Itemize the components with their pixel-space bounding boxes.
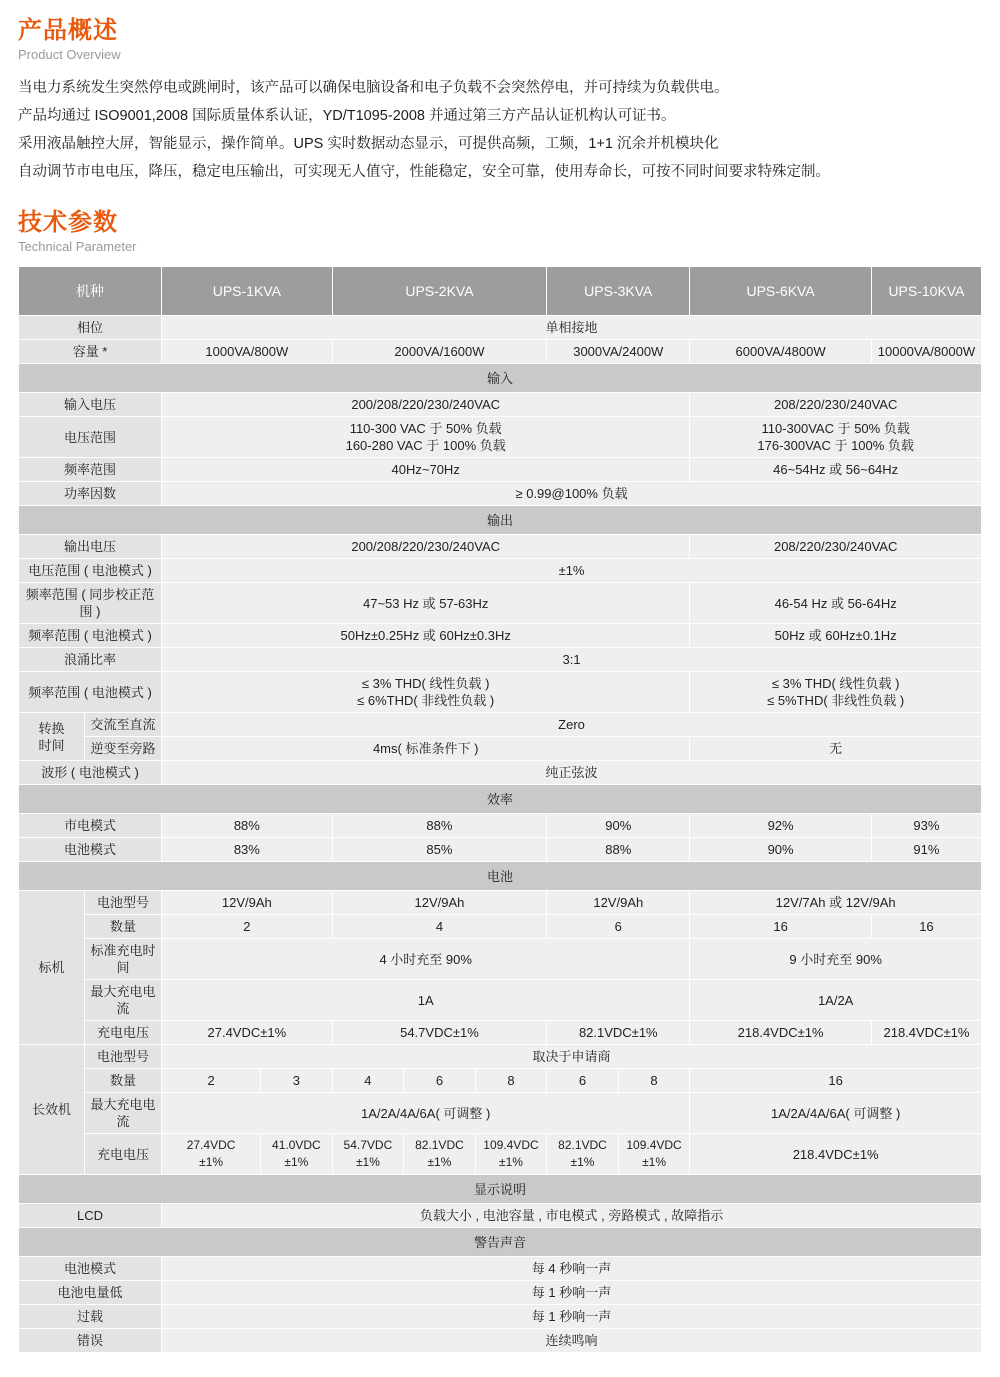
row-label-long-battery-model: 电池型号	[85, 1045, 162, 1069]
band-label-input: 输入	[19, 364, 982, 393]
thd-b-line1: ≤ 3% THD( 线性负载 )	[771, 676, 900, 691]
product-spec-page	[0, 16, 1000, 1353]
row-label-long-charge-voltage: 充电电压	[85, 1134, 162, 1175]
technical-parameter-heading	[18, 208, 1000, 256]
row-label-waveform: 波形 ( 电池模式 )	[19, 761, 162, 785]
col-header-ups1kva: UPS-1KVA	[162, 267, 333, 316]
table-row	[19, 1021, 982, 1045]
cell-battery-model-1kva: 12V/9Ah	[162, 891, 333, 915]
row-label-long-max-charge: 最大充电电流	[85, 1093, 162, 1134]
table-row	[19, 838, 982, 862]
cell-output-voltage-range: ±1%	[162, 559, 982, 583]
cell-capacity-3kva: 3000VA/2400W	[547, 340, 690, 364]
transfer-time-line2: 时间	[38, 737, 65, 753]
col-header-ups3kva: UPS-3KVA	[547, 267, 690, 316]
cell-long-charge-voltage-1	[162, 1134, 261, 1175]
section-band-efficiency	[19, 785, 982, 814]
lcv7-a: 109.4VDC	[626, 1138, 682, 1152]
cell-eff-mains-1kva: 88%	[162, 814, 333, 838]
thd-a-line1: ≤ 3% THD( 线性负载 )	[361, 676, 490, 691]
table-row	[19, 761, 982, 785]
table-row	[19, 583, 982, 624]
thd-a-line2: ≤ 6%THD( 非线性负载 )	[357, 693, 495, 708]
cell-long-charge-voltage-4	[404, 1134, 476, 1175]
transfer-time-line1: 转换	[38, 720, 65, 736]
row-label-max-charge-current: 最大充电电流	[85, 980, 162, 1021]
cell-eff-bat-1kva: 83%	[162, 838, 333, 862]
row-label-alarm-overload: 过载	[19, 1305, 162, 1329]
cell-long-charge-voltage-7	[618, 1134, 690, 1175]
cell-power-factor: ≥ 0.99@100% 负载	[162, 482, 982, 506]
row-label-input-voltage: 输入电压	[19, 393, 162, 417]
table-row	[19, 1204, 982, 1228]
table-row	[19, 713, 982, 737]
cell-long-battery-model: 取决于申请商	[162, 1045, 982, 1069]
col-header-ups10kva: UPS-10KVA	[871, 267, 981, 316]
lcv1-a: 27.4VDC	[186, 1138, 236, 1152]
table-row	[19, 458, 982, 482]
table-row	[19, 559, 982, 583]
row-label-inverter-to-bypass: 逆变至旁路	[85, 737, 162, 761]
table-row	[19, 1281, 982, 1305]
cell-battery-model-6-10kva: 12V/7Ah 或 12V/9Ah	[690, 891, 982, 915]
cell-input-frequency-a: 40Hz~70Hz	[162, 458, 690, 482]
cell-long-charge-voltage-2	[261, 1134, 333, 1175]
cell-battery-qty-1kva: 2	[162, 915, 333, 939]
table-row	[19, 535, 982, 559]
cell-long-charge-voltage-8: 218.4VDC±1%	[690, 1134, 982, 1175]
lcv4-b: ±1%	[427, 1155, 452, 1169]
col-header-ups2kva: UPS-2KVA	[332, 267, 547, 316]
cell-battery-model-3kva: 12V/9Ah	[547, 891, 690, 915]
cell-battery-model-2kva: 12V/9Ah	[332, 891, 547, 915]
table-row	[19, 482, 982, 506]
table-row	[19, 737, 982, 761]
cell-input-frequency-b: 46~54Hz 或 56~64Hz	[690, 458, 982, 482]
overview-line: 自动调节市电电压，降压，稳定电压输出，可实现无人值守，性能稳定，安全可靠，使用寿命长，可按不同时间要求特殊定制。	[18, 164, 830, 180]
cell-charge-voltage-2kva: 54.7VDC±1%	[332, 1021, 547, 1045]
cell-eff-mains-10kva: 93%	[871, 814, 981, 838]
cell-input-voltage-a: 200/208/220/230/240VAC	[162, 393, 690, 417]
table-row	[19, 624, 982, 648]
cell-max-charge-b: 1A/2A	[690, 980, 982, 1021]
row-label-freq-sync-range: 频率范围 ( 同步校正范围 )	[19, 583, 162, 624]
cell-voltage-range-a	[162, 417, 690, 458]
table-row	[19, 939, 982, 980]
row-label-power-factor: 功率因数	[19, 482, 162, 506]
row-label-phase: 相位	[19, 316, 162, 340]
cell-freq-sync-a: 47~53 Hz 或 57-63Hz	[162, 583, 690, 624]
overview-line: 当电力系统发生突然停电或跳闸时，该产品可以确保电脑设备和电子负载不会突然停电，并可持续为负载供电。	[18, 80, 729, 96]
row-label-freq-battery-mode: 频率范围 ( 电池模式 )	[19, 624, 162, 648]
table-row	[19, 340, 982, 364]
cell-freq-sync-b: 46-54 Hz 或 56-64Hz	[690, 583, 982, 624]
row-label-output-voltage: 输出电压	[19, 535, 162, 559]
cell-long-max-charge-b: 1A/2A/4A/6A( 可调整 )	[690, 1093, 982, 1134]
lcv2-a: 41.0VDC	[272, 1138, 321, 1152]
cell-charge-voltage-3kva: 82.1VDC±1%	[547, 1021, 690, 1045]
cell-long-qty-4: 6	[404, 1069, 476, 1093]
cell-output-voltage-b: 208/220/230/240VAC	[690, 535, 982, 559]
cell-waveform: 纯正弦波	[162, 761, 982, 785]
row-label-battery-mode-eff: 电池模式	[19, 838, 162, 862]
table-row	[19, 1305, 982, 1329]
voltage-range-a-line2: 160-280 VAC 于 100% 负载	[345, 438, 506, 453]
product-overview-heading	[18, 16, 1000, 64]
table-row	[19, 1329, 982, 1353]
cell-eff-bat-10kva: 91%	[871, 838, 981, 862]
table-row	[19, 1134, 982, 1175]
cell-long-charge-voltage-5	[475, 1134, 547, 1175]
lcv2-b: ±1%	[284, 1155, 309, 1169]
table-row	[19, 814, 982, 838]
table-row	[19, 316, 982, 340]
section-title-cn: 技术参数	[18, 209, 118, 236]
cell-battery-qty-2kva: 4	[332, 915, 547, 939]
section-band-display	[19, 1175, 982, 1204]
cell-long-max-charge-a: 1A/2A/4A/6A( 可调整 )	[162, 1093, 690, 1134]
table-row	[19, 915, 982, 939]
section-title-en: Product Overview	[18, 47, 121, 62]
row-label-alarm-low-battery: 电池电量低	[19, 1281, 162, 1305]
row-label-transfer-time	[19, 713, 85, 761]
table-row	[19, 980, 982, 1021]
table-row	[19, 1069, 982, 1093]
lcv5-a: 109.4VDC	[483, 1138, 539, 1152]
table-row	[19, 891, 982, 915]
band-label-output: 输出	[19, 506, 982, 535]
cell-alarm-fault: 连续鸣响	[162, 1329, 982, 1353]
row-label-long-run-machine: 长效机	[19, 1045, 85, 1175]
cell-battery-qty-6kva: 16	[690, 915, 872, 939]
lcv4-a: 82.1VDC	[415, 1138, 464, 1152]
overview-line: 产品均通过 ISO9001,2008 国际质量体系认证，YD/T1095-2008 并通过第三方产品认证机构认可证书。	[18, 108, 676, 124]
row-label-alarm-battery-mode: 电池模式	[19, 1257, 162, 1281]
overview-line: 采用液晶触控大屏，智能显示，操作简单。UPS 实时数据动态显示，可提供高频，工频，1+1 沉余并机模块化	[18, 136, 719, 152]
band-label-battery: 电池	[19, 862, 982, 891]
cell-freq-battery-b: 50Hz 或 60Hz±0.1Hz	[690, 624, 982, 648]
cell-battery-qty-3kva: 6	[547, 915, 690, 939]
row-label-input-frequency: 频率范围	[19, 458, 162, 482]
col-header-model: 机种	[19, 267, 162, 316]
cell-capacity-2kva: 2000VA/1600W	[332, 340, 547, 364]
row-label-ac-to-dc: 交流至直流	[85, 713, 162, 737]
table-row	[19, 1045, 982, 1069]
col-header-ups6kva: UPS-6KVA	[690, 267, 872, 316]
row-label-alarm-fault: 错误	[19, 1329, 162, 1353]
cell-long-qty-2: 3	[261, 1069, 333, 1093]
cell-inverter-bypass-a: 4ms( 标准条件下 )	[162, 737, 690, 761]
lcv1-b: ±1%	[199, 1155, 224, 1169]
row-label-charge-voltage: 充电电压	[85, 1021, 162, 1045]
cell-long-charge-voltage-6	[547, 1134, 619, 1175]
cell-crest-factor: 3:1	[162, 648, 982, 672]
cell-long-qty-1: 2	[162, 1069, 261, 1093]
voltage-range-a-line1: 110-300 VAC 于 50% 负载	[349, 421, 502, 436]
table-header-row	[19, 267, 982, 316]
table-row	[19, 672, 982, 713]
cell-eff-mains-6kva: 92%	[690, 814, 872, 838]
cell-charge-time-b: 9 小时充至 90%	[690, 939, 982, 980]
cell-long-charge-voltage-3	[332, 1134, 404, 1175]
cell-thd-b	[690, 672, 982, 713]
table-row	[19, 393, 982, 417]
cell-alarm-battery-mode: 每 4 秒响一声	[162, 1257, 982, 1281]
lcv6-b: ±1%	[570, 1155, 595, 1169]
cell-eff-mains-3kva: 90%	[547, 814, 690, 838]
voltage-range-b-line1: 110-300VAC 于 50% 负载	[761, 421, 910, 436]
cell-charge-voltage-1kva: 27.4VDC±1%	[162, 1021, 333, 1045]
cell-voltage-range-b	[690, 417, 982, 458]
cell-freq-battery-a: 50Hz±0.25Hz 或 60Hz±0.3Hz	[162, 624, 690, 648]
cell-phase-value: 单相接地	[162, 316, 982, 340]
table-row	[19, 1257, 982, 1281]
row-label-thd: 频率范围 ( 电池模式 )	[19, 672, 162, 713]
row-label-lcd: LCD	[19, 1204, 162, 1228]
row-label-crest-factor: 浪涌比率	[19, 648, 162, 672]
cell-eff-bat-3kva: 88%	[547, 838, 690, 862]
cell-charge-voltage-6kva: 218.4VDC±1%	[690, 1021, 872, 1045]
band-label-efficiency: 效率	[19, 785, 982, 814]
lcv5-b: ±1%	[499, 1155, 523, 1169]
cell-battery-qty-10kva: 16	[871, 915, 981, 939]
section-band-alarm	[19, 1228, 982, 1257]
section-title-en: Technical Parameter	[18, 239, 137, 254]
specification-table	[18, 266, 982, 1353]
cell-eff-bat-2kva: 85%	[332, 838, 547, 862]
cell-charge-voltage-10kva: 218.4VDC±1%	[871, 1021, 981, 1045]
cell-capacity-6kva: 6000VA/4800W	[690, 340, 872, 364]
lcv7-b: ±1%	[642, 1155, 667, 1169]
section-band-input	[19, 364, 982, 393]
cell-inverter-bypass-b: 无	[690, 737, 982, 761]
band-label-display: 显示说明	[19, 1175, 982, 1204]
cell-capacity-1kva: 1000VA/800W	[162, 340, 333, 364]
thd-b-line2: ≤ 5%THD( 非线性负载 )	[767, 693, 905, 708]
product-overview-text	[18, 74, 982, 186]
cell-input-voltage-b: 208/220/230/240VAC	[690, 393, 982, 417]
cell-charge-time-a: 4 小时充至 90%	[162, 939, 690, 980]
cell-alarm-overload: 每 1 秒响一声	[162, 1305, 982, 1329]
cell-long-qty-8: 16	[690, 1069, 982, 1093]
row-label-voltage-range: 电压范围	[19, 417, 162, 458]
table-row	[19, 417, 982, 458]
row-label-battery-qty: 数量	[85, 915, 162, 939]
lcv3-a: 54.7VDC	[343, 1138, 393, 1152]
table-row	[19, 648, 982, 672]
cell-long-qty-7: 8	[618, 1069, 690, 1093]
section-band-output	[19, 506, 982, 535]
cell-long-qty-5: 8	[475, 1069, 547, 1093]
lcv6-a: 82.1VDC	[558, 1138, 607, 1152]
cell-lcd-value: 负载大小 , 电池容量 , 市电模式 , 旁路模式 , 故障指示	[162, 1204, 982, 1228]
row-label-standard-machine: 标机	[19, 891, 85, 1045]
voltage-range-b-line2: 176-300VAC 于 100% 负载	[757, 438, 914, 453]
cell-eff-bat-6kva: 90%	[690, 838, 872, 862]
row-label-mains-mode-eff: 市电模式	[19, 814, 162, 838]
cell-long-qty-3: 4	[332, 1069, 404, 1093]
row-label-battery-model: 电池型号	[85, 891, 162, 915]
cell-ac-to-dc: Zero	[162, 713, 982, 737]
section-title-cn: 产品概述	[18, 17, 118, 44]
section-band-battery	[19, 862, 982, 891]
cell-output-voltage-a: 200/208/220/230/240VAC	[162, 535, 690, 559]
table-row	[19, 1093, 982, 1134]
row-label-capacity: 容量 *	[19, 340, 162, 364]
lcv3-b: ±1%	[355, 1155, 380, 1169]
row-label-long-qty: 数量	[85, 1069, 162, 1093]
row-label-output-voltage-range: 电压范围 ( 电池模式 )	[19, 559, 162, 583]
band-label-alarm: 警告声音	[19, 1228, 982, 1257]
cell-alarm-low-battery: 每 1 秒响一声	[162, 1281, 982, 1305]
cell-thd-a	[162, 672, 690, 713]
cell-max-charge-a: 1A	[162, 980, 690, 1021]
cell-long-qty-6: 6	[547, 1069, 619, 1093]
cell-eff-mains-2kva: 88%	[332, 814, 547, 838]
cell-capacity-10kva: 10000VA/8000W	[871, 340, 981, 364]
row-label-charge-time: 标准充电时间	[85, 939, 162, 980]
